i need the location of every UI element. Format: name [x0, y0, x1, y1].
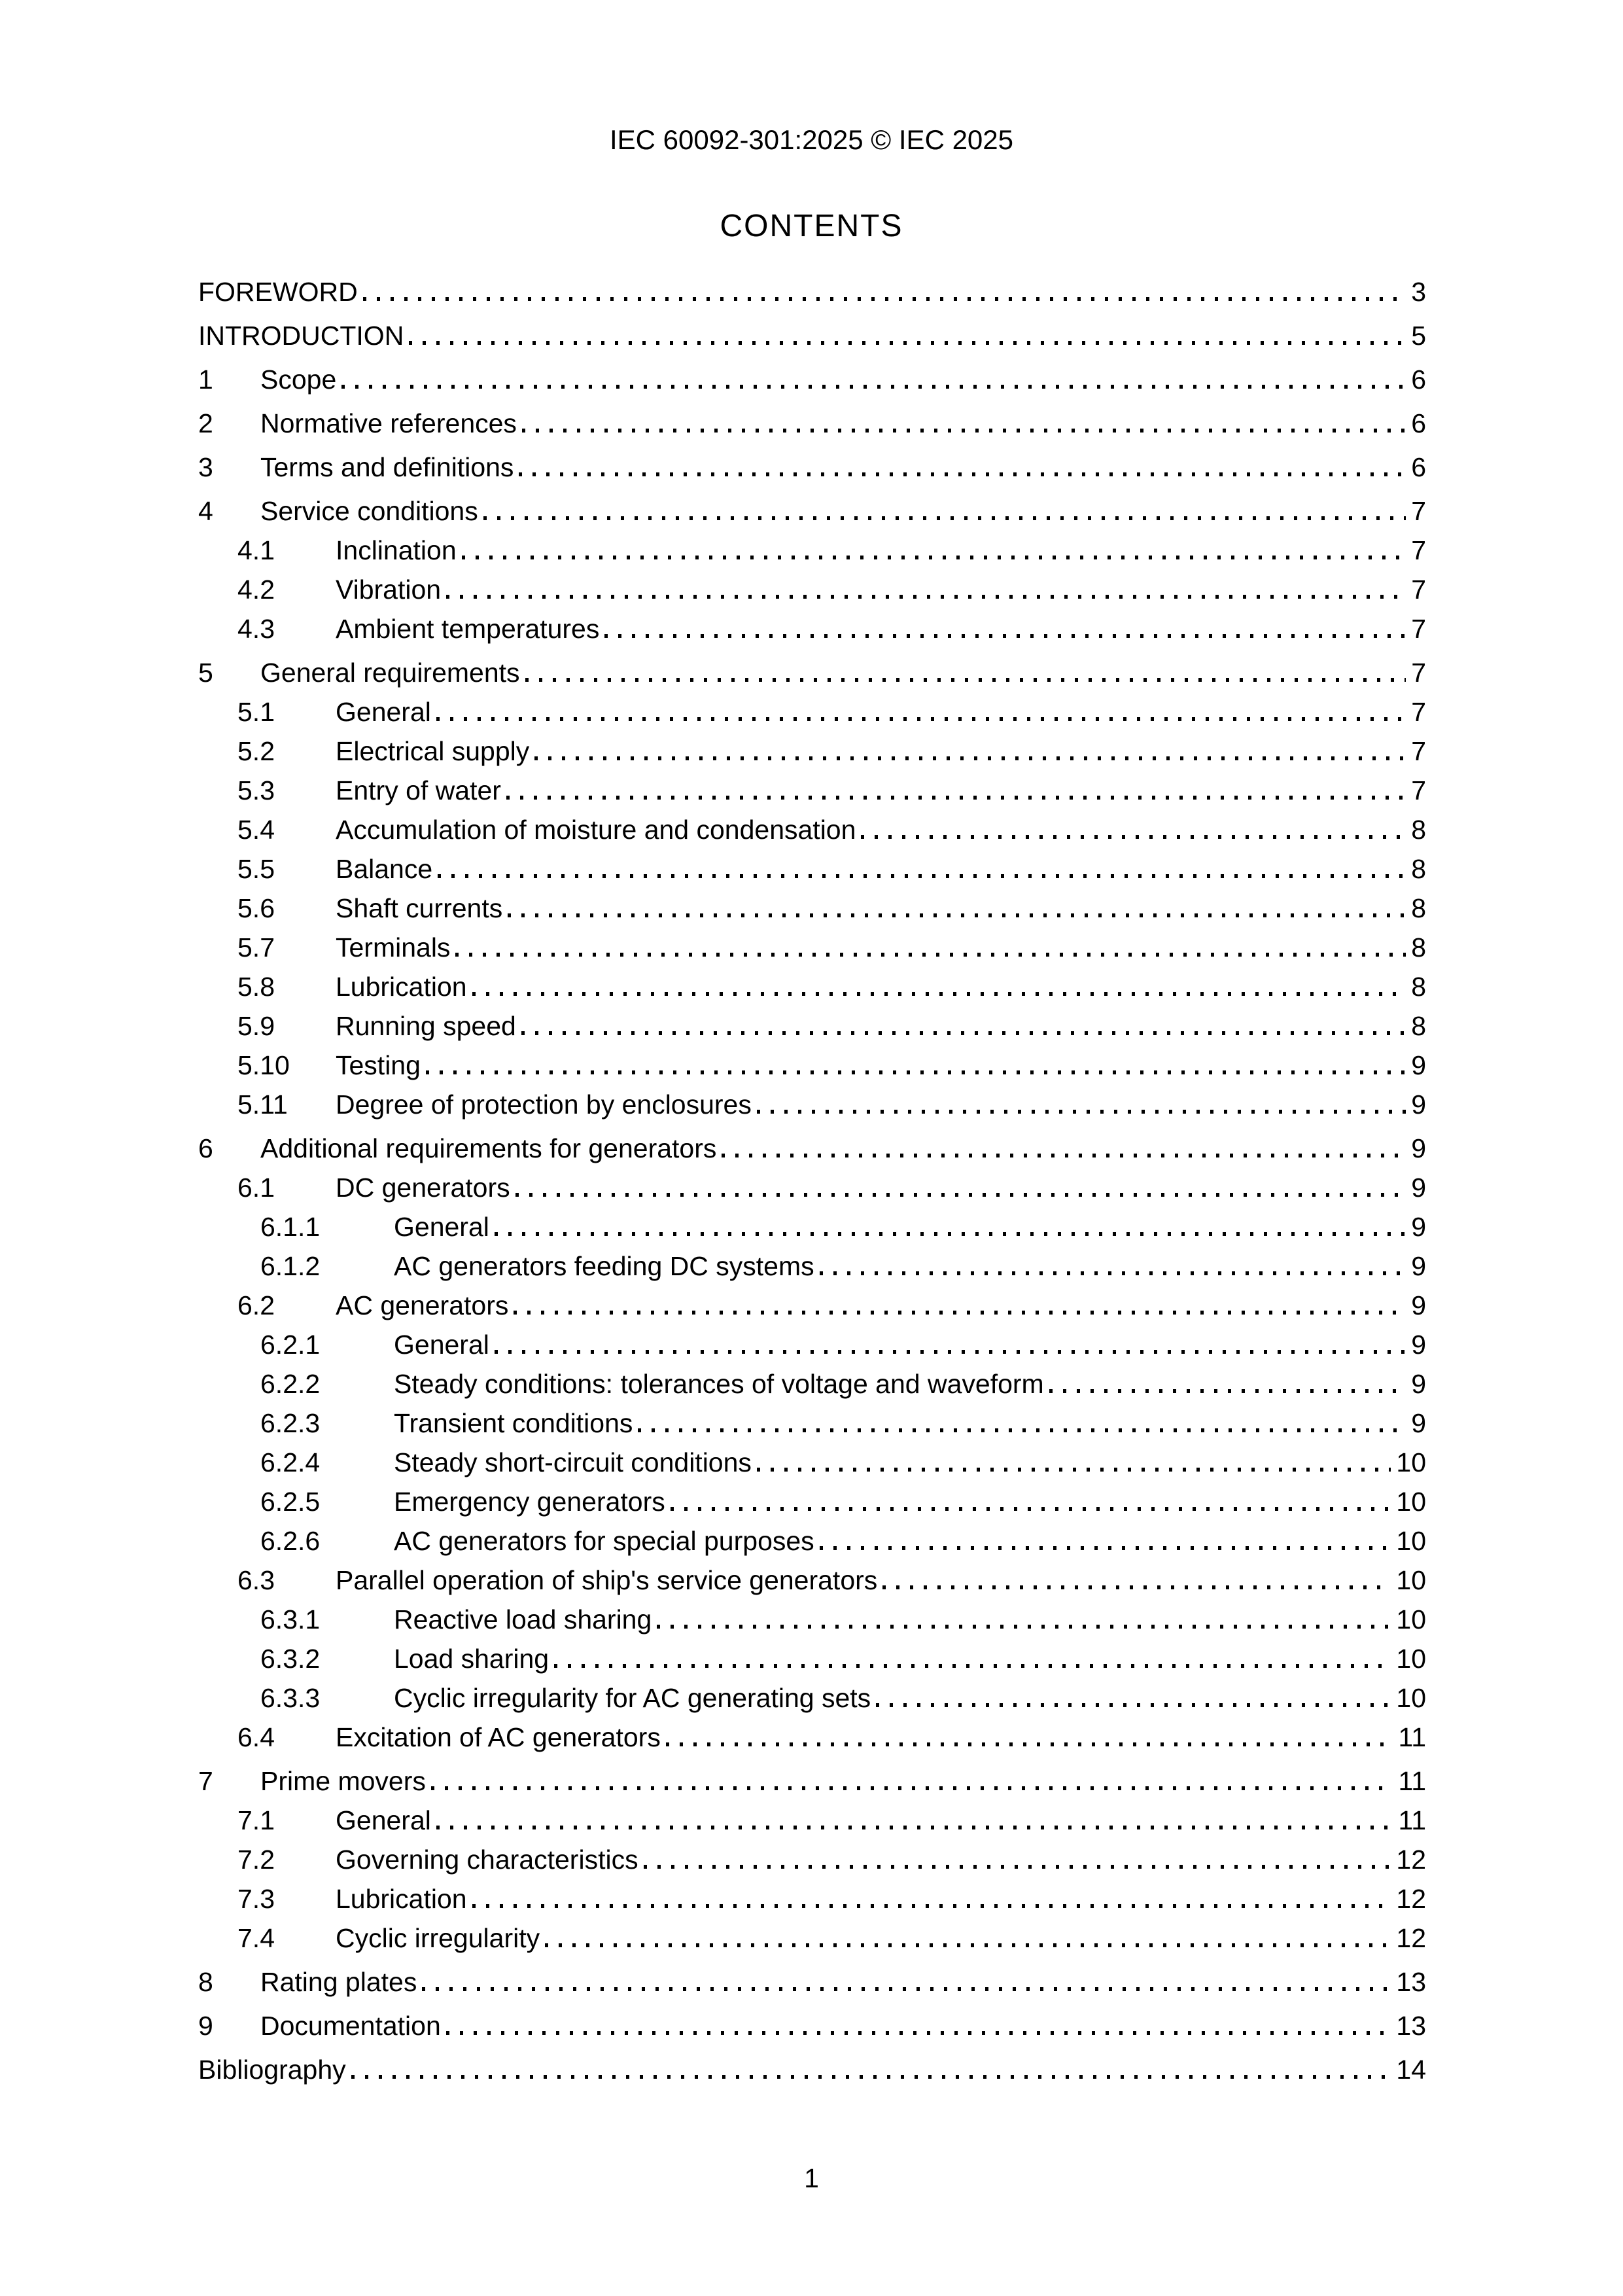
dot-leader [426, 1070, 1406, 1074]
dot-leader [508, 913, 1406, 917]
dot-leader [820, 1546, 1391, 1550]
toc-row [198, 1962, 1426, 2002]
toc-entry-number: 6.2.6 [260, 1526, 321, 1556]
toc-entry-label: General [336, 1805, 431, 1835]
toc-entry-number: 6.1.2 [260, 1251, 321, 1281]
toc-row [198, 1639, 1426, 1678]
dot-leader [604, 634, 1406, 638]
dot-leader [554, 1664, 1391, 1668]
toc-entry-label: INTRODUCTION [198, 321, 404, 351]
toc-entry-page: 11 [1398, 1722, 1426, 1752]
toc-entry-label: General [394, 1212, 489, 1242]
toc-entry-page: 7 [1411, 574, 1426, 605]
toc-entry-label: Cyclic irregularity [336, 1923, 540, 1953]
toc-row [198, 653, 1426, 692]
toc-entry-number: 6 [198, 1133, 213, 1163]
toc-row [198, 889, 1426, 928]
toc-entry-page: 7 [1411, 775, 1426, 805]
dot-leader [506, 796, 1406, 800]
toc-entry-number: 5 [198, 658, 213, 688]
toc-row [198, 404, 1426, 443]
toc-entry-number: 7.1 [237, 1805, 275, 1835]
dot-leader [522, 429, 1406, 433]
toc-entry-label: Documentation [260, 2011, 441, 2041]
toc-row [198, 2050, 1426, 2089]
dot-leader [722, 1154, 1406, 1157]
toc-entry-number: 6.2.1 [260, 1330, 321, 1360]
dot-leader [861, 835, 1406, 839]
toc-entry-number: 4.1 [237, 535, 275, 565]
dot-leader [638, 1428, 1406, 1432]
toc-entry-page: 8 [1411, 854, 1426, 884]
toc-entry-label: Entry of water [336, 775, 501, 805]
toc-entry-page: 10 [1396, 1644, 1426, 1674]
toc-entry-label: Parallel operation of ship's service generators [336, 1565, 878, 1595]
dot-leader [483, 516, 1406, 520]
toc-entry-number: 5.9 [237, 1011, 275, 1041]
toc-entry-page: 8 [1411, 932, 1426, 963]
toc-row [198, 1325, 1426, 1364]
toc-entry-page: 12 [1396, 1845, 1426, 1875]
toc-entry-number: 5.2 [237, 736, 275, 766]
dot-leader [820, 1271, 1406, 1275]
toc-entry-label: Normative references [260, 408, 517, 438]
toc-entry-page: 14 [1396, 2055, 1426, 2085]
toc-row [198, 1482, 1426, 1521]
dot-leader [757, 1110, 1406, 1114]
toc-entry-number: 6.4 [237, 1722, 275, 1752]
toc-entry-number: 4.3 [237, 614, 275, 644]
toc-entry-page: 13 [1396, 1967, 1426, 1997]
toc-entry-page: 6 [1411, 364, 1426, 395]
dot-leader [534, 756, 1406, 760]
toc-entry-label: Electrical supply [336, 736, 530, 766]
toc-entry-label: Lubrication [336, 972, 467, 1002]
dot-leader [351, 2075, 1391, 2079]
toc-entry-label: Terminals [336, 932, 451, 963]
toc-row [198, 491, 1426, 531]
toc-entry-page: 5 [1411, 321, 1426, 351]
toc-row [198, 1129, 1426, 1168]
toc-entry-page: 7 [1411, 496, 1426, 526]
toc-entry-page: 7 [1411, 658, 1426, 688]
dot-leader [515, 1193, 1406, 1197]
toc-entry-label: General [394, 1330, 489, 1360]
toc-row [198, 316, 1426, 355]
toc-entry-number: 5.11 [237, 1089, 288, 1120]
toc-entry-page: 9 [1411, 1133, 1426, 1163]
toc-entry-number: 5.5 [237, 854, 275, 884]
toc-entry-page: 7 [1411, 697, 1426, 727]
toc-entry-page: 10 [1396, 1526, 1426, 1556]
toc-row [198, 1006, 1426, 1046]
toc-row [198, 849, 1426, 889]
toc-entry-number: 5.8 [237, 972, 275, 1002]
toc-entry-page: 9 [1411, 1369, 1426, 1399]
dot-leader [446, 595, 1406, 599]
toc-row [198, 1168, 1426, 1207]
toc-entry-label: AC generators for special purposes [394, 1526, 814, 1556]
toc-entry-label: Accumulation of moisture and condensation [336, 815, 856, 845]
toc-row [198, 1718, 1426, 1757]
toc-entry-number: 6.3.3 [260, 1683, 321, 1713]
toc-row [198, 967, 1426, 1006]
dot-leader [446, 2031, 1391, 2035]
toc [198, 272, 1426, 2089]
toc-entry-page: 3 [1411, 277, 1426, 307]
toc-entry-number: 5.6 [237, 893, 275, 923]
toc-row [198, 1879, 1426, 1918]
toc-entry-page: 10 [1396, 1604, 1426, 1634]
dot-leader [422, 1987, 1391, 1991]
toc-entry-page: 9 [1411, 1212, 1426, 1242]
dot-leader [657, 1625, 1391, 1629]
toc-entry-number: 5.3 [237, 775, 275, 805]
toc-row [198, 732, 1426, 771]
toc-row [198, 692, 1426, 732]
dot-leader [521, 1031, 1406, 1035]
toc-entry-number: 7.3 [237, 1884, 275, 1914]
toc-entry-label: Load sharing [394, 1644, 550, 1674]
toc-entry-number: 6.2.3 [260, 1408, 321, 1438]
toc-entry-number: 6.2.5 [260, 1487, 321, 1517]
toc-entry-number: 7.4 [237, 1923, 275, 1953]
page-title: CONTENTS [720, 209, 903, 243]
dot-leader [341, 385, 1406, 389]
toc-row [198, 570, 1426, 609]
toc-row [198, 2006, 1426, 2045]
dot-leader [545, 1943, 1391, 1947]
toc-row [198, 1561, 1426, 1600]
toc-entry-label: Governing characteristics [336, 1845, 638, 1875]
toc-entry-label: Running speed [336, 1011, 516, 1041]
toc-entry-label: Transient conditions [394, 1408, 633, 1438]
toc-entry-label: Cyclic irregularity for AC generating sets [394, 1683, 871, 1713]
dot-leader [436, 717, 1406, 721]
toc-entry-label: Emergency generators [394, 1487, 665, 1517]
toc-row [198, 1085, 1426, 1124]
toc-entry-number: 4 [198, 496, 213, 526]
toc-entry-page: 8 [1411, 972, 1426, 1002]
toc-row [198, 1761, 1426, 1801]
dot-leader [876, 1703, 1391, 1707]
toc-row [198, 272, 1426, 311]
toc-row [198, 1840, 1426, 1879]
toc-entry-label: Additional requirements for generators [260, 1133, 717, 1163]
toc-entry-label: Testing [336, 1050, 421, 1080]
toc-row [198, 448, 1426, 487]
dot-leader [882, 1585, 1391, 1589]
dot-leader [472, 1904, 1391, 1908]
toc-entry-label: DC generators [336, 1173, 510, 1203]
toc-entry-number: 8 [198, 1967, 213, 1997]
toc-entry-label: Inclination [336, 535, 457, 565]
toc-entry-page: 7 [1411, 614, 1426, 644]
toc-row [198, 1443, 1426, 1482]
dot-leader [495, 1232, 1406, 1236]
dot-leader [438, 874, 1406, 878]
toc-entry-page: 9 [1411, 1290, 1426, 1320]
toc-entry-label: Shaft currents [336, 893, 503, 923]
toc-entry-label: Prime movers [260, 1766, 426, 1796]
dot-leader [519, 472, 1406, 476]
toc-entry-number: 7.2 [237, 1845, 275, 1875]
toc-entry-page: 9 [1411, 1330, 1426, 1360]
toc-row [198, 928, 1426, 967]
toc-entry-page: 8 [1411, 815, 1426, 845]
document-header: IEC 60092-301:2025 © IEC 2025 [609, 124, 1014, 155]
toc-entry-page: 12 [1396, 1923, 1426, 1953]
toc-entry-page: 10 [1396, 1565, 1426, 1595]
toc-entry-page: 6 [1411, 408, 1426, 438]
toc-entry-label: General [336, 697, 431, 727]
toc-entry-page: 9 [1411, 1050, 1426, 1080]
toc-entry-page: 12 [1396, 1884, 1426, 1914]
page-number-footer: 1 [804, 2163, 819, 2193]
toc-entry-page: 11 [1398, 1766, 1426, 1796]
toc-entry-number: 4.2 [237, 574, 275, 605]
dot-leader [462, 556, 1406, 559]
toc-entry-number: 5.1 [237, 697, 275, 727]
toc-row [198, 1046, 1426, 1085]
toc-entry-number: 5.10 [237, 1050, 290, 1080]
toc-entry-label: AC generators [336, 1290, 509, 1320]
toc-entry-number: 5.7 [237, 932, 275, 963]
toc-row [198, 1246, 1426, 1286]
toc-row [198, 1678, 1426, 1718]
toc-entry-label: General requirements [260, 658, 520, 688]
toc-entry-number: 1 [198, 364, 213, 395]
toc-entry-label: Ambient temperatures [336, 614, 600, 644]
toc-entry-number: 7 [198, 1766, 213, 1796]
toc-entry-page: 10 [1396, 1487, 1426, 1517]
toc-row [198, 1207, 1426, 1246]
dot-leader [644, 1865, 1391, 1869]
toc-row [198, 1801, 1426, 1840]
toc-row [198, 1404, 1426, 1443]
toc-entry-page: 10 [1396, 1447, 1426, 1477]
dot-leader [431, 1786, 1393, 1790]
dot-leader [525, 678, 1406, 682]
dot-leader [495, 1350, 1406, 1354]
toc-entry-page: 8 [1411, 893, 1426, 923]
toc-entry-number: 6.2.4 [260, 1447, 321, 1477]
toc-entry-label: Vibration [336, 574, 442, 605]
dot-leader [757, 1468, 1391, 1472]
toc-entry-label: Rating plates [260, 1967, 417, 1997]
toc-row [198, 1364, 1426, 1404]
toc-row [198, 810, 1426, 849]
toc-entry-number: 5.4 [237, 815, 275, 845]
dot-leader [363, 297, 1406, 301]
toc-entry-number: 6.3.1 [260, 1604, 321, 1634]
toc-entry-number: 6.1.1 [260, 1212, 321, 1242]
toc-entry-number: 6.2.2 [260, 1369, 321, 1399]
dot-leader [472, 992, 1406, 996]
toc-entry-label: Steady short-circuit conditions [394, 1447, 752, 1477]
toc-entry-page: 9 [1411, 1408, 1426, 1438]
toc-entry-label: Scope [260, 364, 337, 395]
toc-entry-label: Service conditions [260, 496, 478, 526]
toc-entry-label: Reactive load sharing [394, 1604, 652, 1634]
toc-entry-page: 9 [1411, 1251, 1426, 1281]
toc-entry-page: 8 [1411, 1011, 1426, 1041]
toc-row [198, 771, 1426, 810]
toc-row [198, 1918, 1426, 1958]
dot-leader [666, 1742, 1393, 1746]
dot-leader [455, 953, 1406, 957]
toc-row [198, 360, 1426, 399]
toc-entry-page: 9 [1411, 1173, 1426, 1203]
dot-leader [409, 341, 1406, 345]
toc-entry-label: Terms and definitions [260, 452, 514, 482]
toc-entry-number: 3 [198, 452, 213, 482]
toc-entry-page: 6 [1411, 452, 1426, 482]
dot-leader [436, 1826, 1393, 1829]
toc-entry-page: 9 [1411, 1089, 1426, 1120]
toc-entry-number: 6.3.2 [260, 1644, 321, 1674]
toc-row [198, 531, 1426, 570]
toc-row [198, 609, 1426, 648]
toc-entry-label: FOREWORD [198, 277, 358, 307]
toc-entry-label: Balance [336, 854, 433, 884]
toc-entry-page: 11 [1398, 1805, 1426, 1835]
toc-entry-page: 13 [1396, 2011, 1426, 2041]
toc-entry-label: Lubrication [336, 1884, 467, 1914]
toc-row [198, 1600, 1426, 1639]
toc-entry-label: Steady conditions: tolerances of voltage and waveform [394, 1369, 1044, 1399]
dot-leader [1049, 1389, 1406, 1393]
dot-leader [671, 1507, 1391, 1511]
toc-entry-page: 7 [1411, 535, 1426, 565]
toc-entry-label: Excitation of AC generators [336, 1722, 661, 1752]
toc-entry-page: 10 [1396, 1683, 1426, 1713]
toc-entry-number: 9 [198, 2011, 213, 2041]
toc-entry-number: 6.1 [237, 1173, 275, 1203]
toc-entry-number: 6.3 [237, 1565, 275, 1595]
toc-entry-label: AC generators feeding DC systems [394, 1251, 814, 1281]
toc-entry-number: 6.2 [237, 1290, 275, 1320]
toc-entry-label: Degree of protection by enclosures [336, 1089, 752, 1120]
toc-entry-number: 2 [198, 408, 213, 438]
dot-leader [514, 1311, 1406, 1315]
toc-row [198, 1521, 1426, 1561]
toc-entry-label: Bibliography [198, 2055, 346, 2085]
toc-row [198, 1286, 1426, 1325]
toc-entry-page: 7 [1411, 736, 1426, 766]
